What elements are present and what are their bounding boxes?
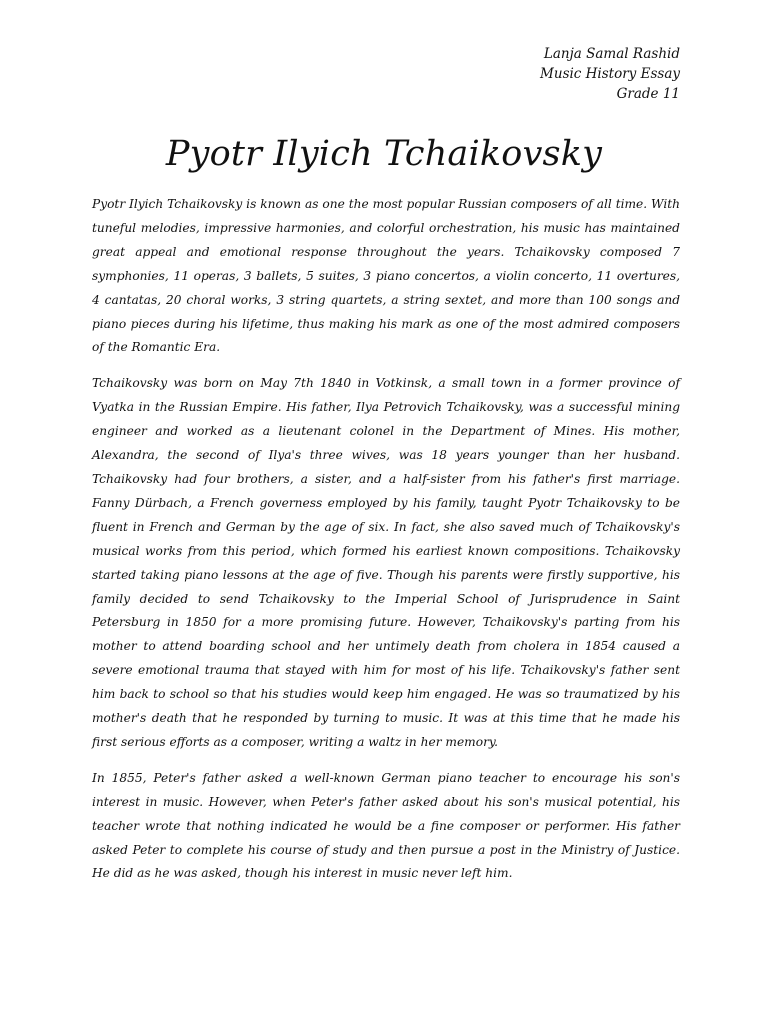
author-info-block <box>540 44 680 104</box>
essay-body <box>92 193 680 898</box>
author-name: Lanja Samal Rashid <box>543 46 680 62</box>
paragraph-2: Tchaikovsky was born on May 7th 1840 in Votkinsk, a small town in a former province of Vyatka in the Russian Empire. His father, Ilya Petrovich Tchaikovsky, was a successful mining engineer and worked as a lieutenant colonel in the Department of Mines. His mother, Alexandra, the second of Ilya's three wives, was 18 years younger than her husband. Tchaikovsky had four brothers, a sister, and a half-sister from his father's first marriage. Fanny Dürbach, a French governess employed by his family, taught Pyotr Tchaikovsky to be fluent in French and German by the age of six. In fact, she also saved much of Tchaikovsky's musical works from this period, which formed his earliest known compositions. Tchaikovsky started taking piano lessons at the age of five. Though his parents were firstly supportive, his family decided to send Tchaikovsky to the Imperial School of Jurisprudence in Saint Petersburg in 1850 for a more promising future. However, Tchaikovsky's parting from his mother to attend boarding school and her untimely death from cholera in 1854 caused a severe emotional trauma that stayed with him for most of his life. Tchaikovsky's father sent him back to school so that his studies would keep him engaged. He was so traumatized by his mother's death that he responded by turning to music. It was at this time that he made his first serious efforts as a composer, writing a waltz in her memory. <box>92 376 680 749</box>
paragraph-1: Pyotr Ilyich Tchaikovsky is known as one the most popular Russian composers of all time. With tuneful melodies, impressive harmonies, and colorful orchestration, his music has maintained great appeal and emotional response throughout the years. Tchaikovsky composed 7 symphonies, 11 operas, 3 ballets, 5 suites, 3 piano concertos, a violin concerto, 11 overtures, 4 cantatas, 20 choral works, 3 string quartets, a string sextet, and more than 100 songs and piano pieces during his lifetime, thus making his mark as one of the most admired composers of the Romantic Era. <box>92 197 680 355</box>
paragraph-3: In 1855, Peter's father asked a well-known German piano teacher to encourage his son's interest in music. However, when Peter's father asked about his son's musical potential, his teacher wrote that nothing indicated he would be a fine composer or performer. His father asked Peter to complete his course of study and then pursue a post in the Ministry of Justice. He did as he was asked, though his interest in music never left him. <box>92 770 680 881</box>
course-name: Music History Essay <box>540 66 680 82</box>
essay-title: Pyotr Ilyich Tchaikovsky <box>165 134 603 174</box>
grade-level: Grade 11 <box>616 86 680 102</box>
